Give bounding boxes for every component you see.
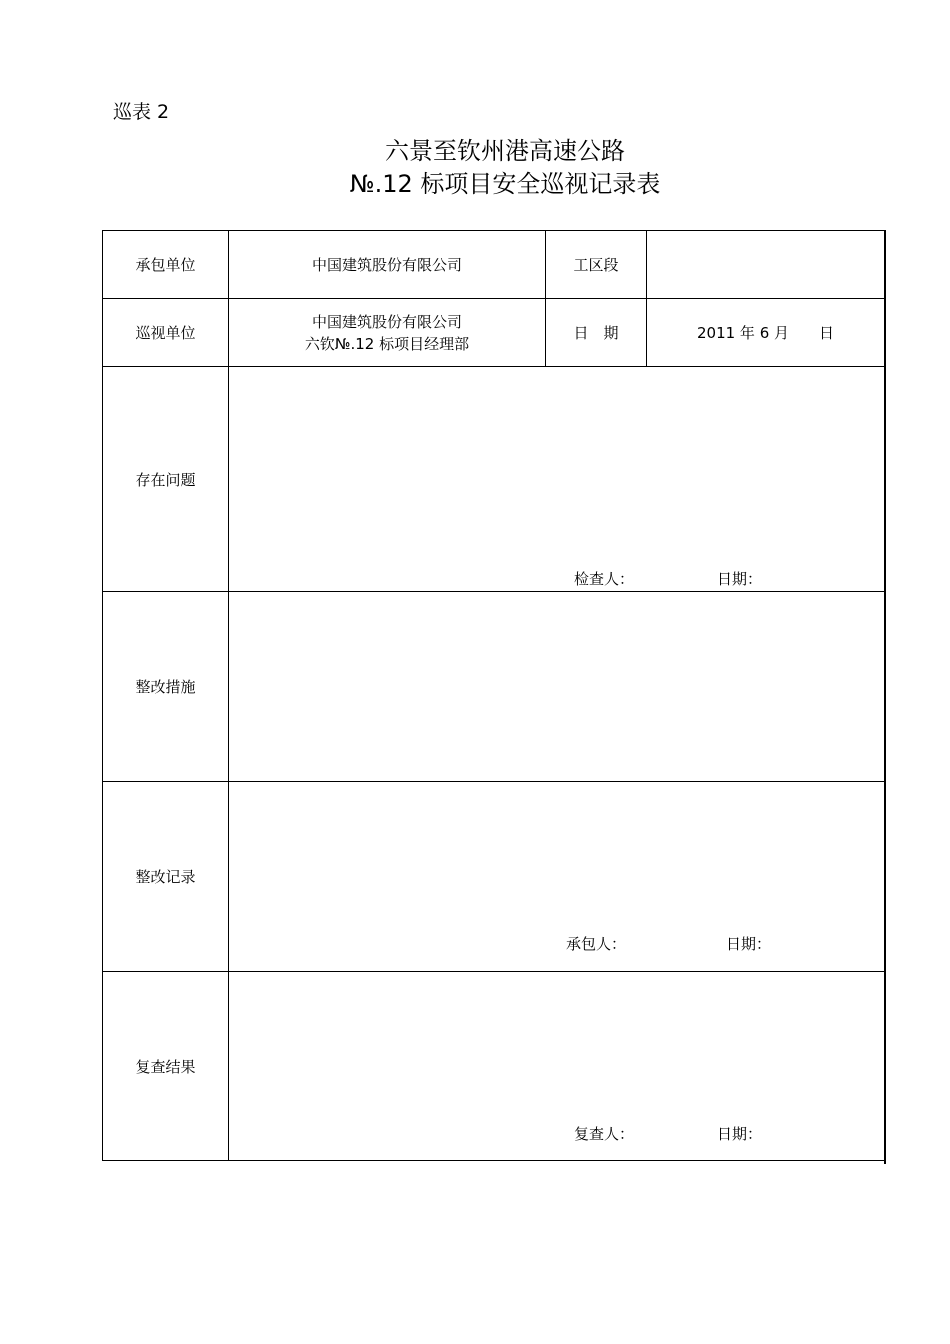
record-row [103, 782, 885, 972]
recheck-content [229, 972, 885, 1161]
contractor-value: 中国建筑股份有限公司 [229, 231, 546, 299]
measures-row [103, 592, 885, 782]
date-label: 日 期 [546, 299, 647, 367]
table-right-border [884, 230, 886, 1164]
contractor-label: 承包单位 [103, 231, 229, 299]
patrol-row [103, 299, 885, 367]
document-title-line-1: 六景至钦州港高速公路 [385, 137, 625, 165]
patrol-unit-label: 巡视单位 [103, 299, 229, 367]
section-label: 工区段 [546, 231, 647, 299]
issues-inspector-label: 检查人： [574, 570, 635, 588]
record-content [229, 782, 885, 972]
measures-label: 整改措施 [103, 592, 229, 782]
date-value: 2011 年 6 月 日 [647, 299, 885, 367]
issues-content [229, 367, 885, 592]
contractor-row [103, 231, 885, 299]
section-value [647, 231, 885, 299]
issues-date-label: 日期： [717, 570, 763, 588]
form-code: 巡表 2 [113, 101, 170, 123]
document-title-line-2: №.12 标项目安全巡视记录表 [349, 170, 661, 198]
issues-row [103, 367, 885, 592]
record-date-label: 日期： [726, 935, 772, 953]
recheck-date-label: 日期： [717, 1125, 763, 1143]
patrol-unit-value-line-2: 六钦№.12 标项目经理部 [304, 334, 470, 353]
issues-label: 存在问题 [103, 367, 229, 592]
recheck-person-label: 复查人： [574, 1125, 635, 1143]
record-label: 整改记录 [103, 782, 229, 972]
patrol-unit-value [229, 299, 546, 367]
recheck-label: 复查结果 [103, 972, 229, 1161]
measures-content [229, 592, 885, 782]
record-contractor-label: 承包人： [566, 935, 627, 953]
recheck-row [103, 972, 885, 1161]
patrol-record-table [102, 230, 885, 1161]
patrol-unit-value-line-1: 中国建筑股份有限公司 [311, 312, 462, 331]
